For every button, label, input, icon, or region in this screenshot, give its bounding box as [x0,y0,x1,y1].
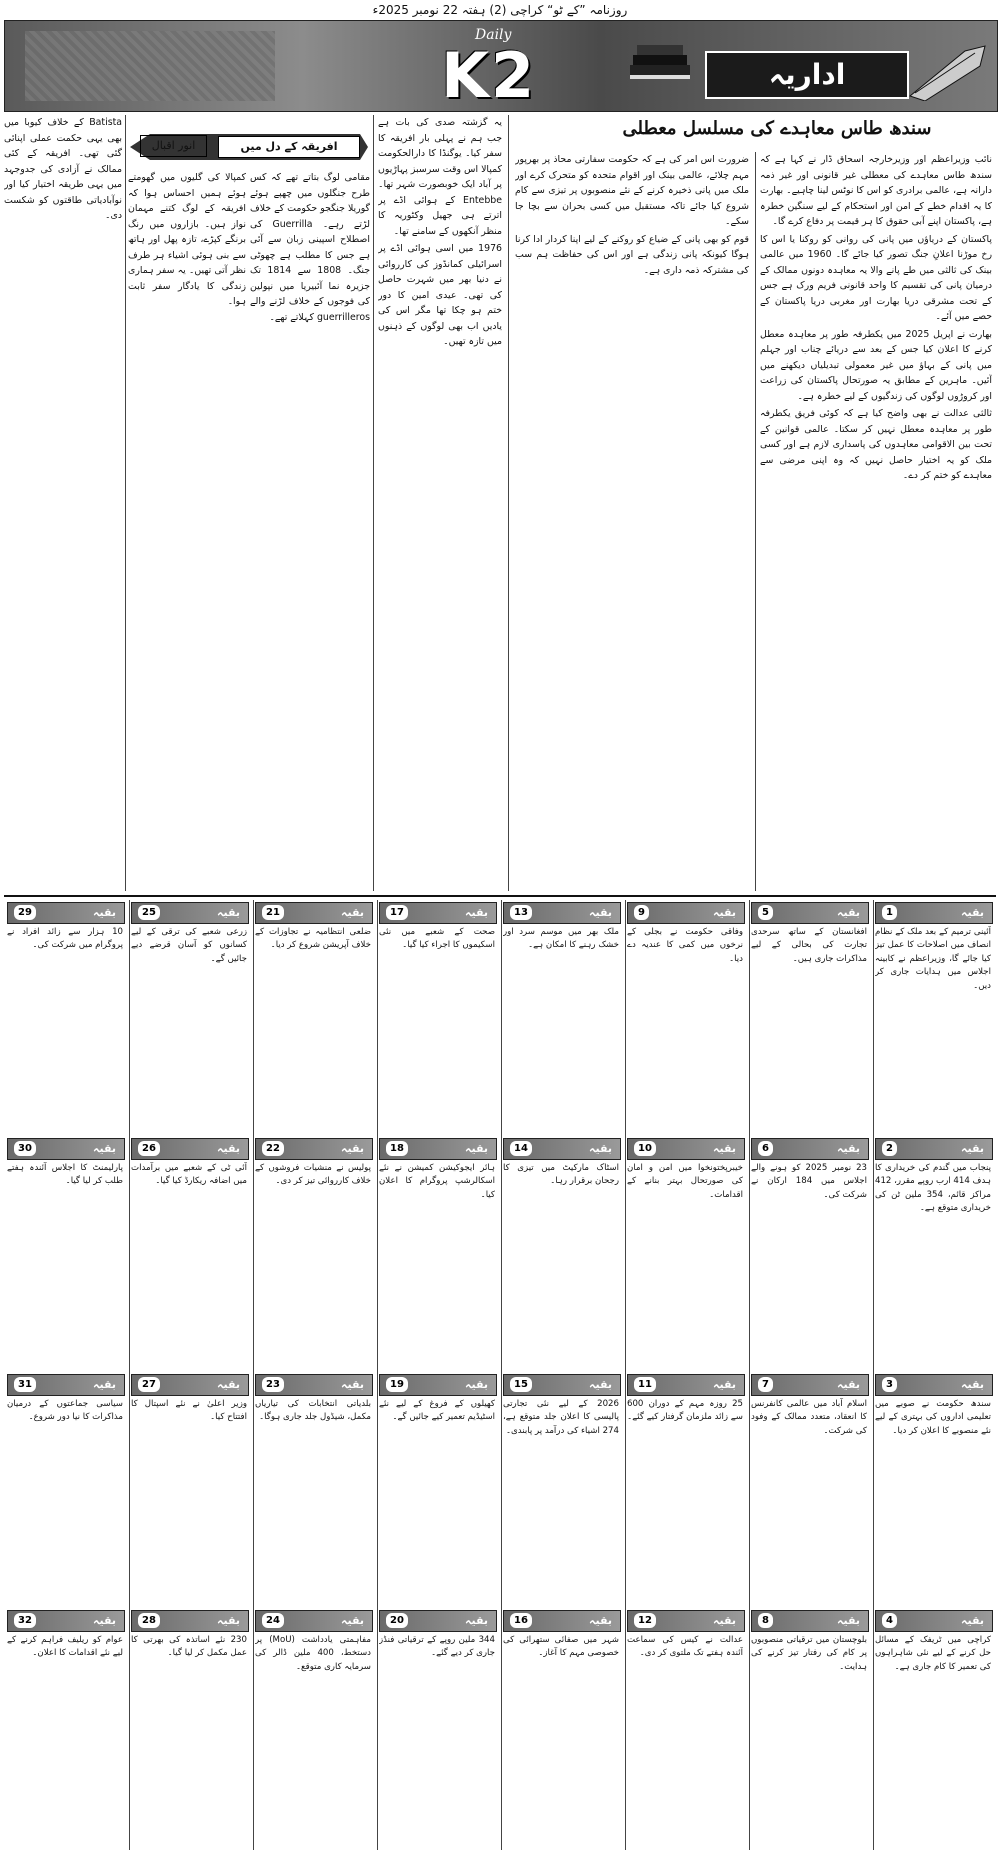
column-divider [125,115,126,891]
continuation-number: 27 [138,1377,160,1392]
continuation-number: 9 [634,905,649,920]
article-paragraph: 1976 میں اسی ہوائی اڈے پر اسرائیلی کمانڈوز کی کارروائی نے دنیا بھر میں شہرت حاصل کی تھی۔ عیدی امین کا دور ختم ہو چکا تھا مگر اس کی یادیں اب بھی لوگوں کے ذہنوں میں تازہ تھیں۔ [378,243,502,347]
continuation-text: پولیس نے منشیات فروشوں کے خلاف کارروائی تیز کر دی۔ [255,1163,371,1187]
logo-k2-text: K2 [441,39,537,112]
continuation-label: بقیہ [465,1378,488,1391]
continuation-number: 15 [510,1377,532,1392]
continuation-text: ضلعی انتظامیہ نے تجاوزات کے خلاف آپریشن شروع کر دیا۔ [255,927,371,951]
article-column-4 [4,115,122,891]
continuation-header [875,1374,993,1396]
column-divider [373,115,374,891]
continuation-number: 11 [634,1377,656,1392]
continuation-text: سندھ حکومت نے صوبے میں تعلیمی اداروں کی بہتری کے لیے نئے منصوبے کا اعلان کر دیا۔ [875,1399,991,1436]
section-title: اداریہ [705,51,909,99]
editorial-paragraph: بھارت نے اپریل 2025 میں یکطرفہ طور پر معاہدہ معطل کرنے کا اعلان کیا جس کے بعد سے دریائے چناب اور جہلم میں پانی کے بہاؤ میں غیر معمولی تبدیلیاں دیکھنے میں آئیں۔ ماہرین کے مطابق یہ صورتحال پاکستان کی زراعت اور کروڑوں لوگوں کی زندگیوں کے لیے خطرہ ہے۔ [760,328,992,402]
continuation-text: صحت کے شعبے میں نئی اسکیموں کا اجراء کیا گیا۔ [379,927,495,951]
column-divider [377,900,378,1850]
continuation-text: ملک بھر میں موسم سرد اور خشک رہنے کا امکان ہے۔ [503,927,619,951]
continuation-number: 10 [634,1141,656,1156]
column-author: انور اقبال [140,135,207,157]
continuation-header [503,1138,621,1160]
continuation-label: بقیہ [837,1378,860,1391]
section-divider [4,895,996,897]
continuation-label: بقیہ [589,1614,612,1627]
continuation-header [131,902,249,924]
continuation-label: بقیہ [589,906,612,919]
editorial-paragraph: ثالثی عدالت نے بھی واضح کیا ہے کہ کوئی فریق یکطرفہ طور پر معاہدہ معطل نہیں کر سکتا۔ عالمی قوانین کے تحت بین الاقوامی معاہدوں کی پاسداری لازم ہے اور کسی ملک کو یہ اختیار حاصل نہیں کہ وہ اپنی مرضی سے معاہدے کو ختم کر دے۔ [760,408,992,481]
logo[interactable] [435,27,585,112]
continuation-label: بقیہ [713,1378,736,1391]
masthead-banner [4,20,998,112]
continuation-number: 17 [386,905,408,920]
continuation-header [255,1138,373,1160]
article-paragraph: کمپالا کی گلیوں میں گھومتے ہوئے ہمیں احساس ہوا کہ افریقہ کے لوگ کتنے مہمان نواز ہیں۔ بازاروں میں رنگ برنگے کپڑے، تازہ پھل اور ہاتھ سے بنی ہوئی اشیاء ہر طرف نظر آتی تھیں۔ یہ سفر ہماری زندگی کا یادگار سفر ثابت ہوا۔ [128,172,246,307]
continuation-header [875,1610,993,1632]
continuation-header [627,1138,745,1160]
continuation-label: بقیہ [837,1614,860,1627]
ink-texture [25,31,275,101]
continuation-number: 1 [882,905,897,920]
continuation-label: بقیہ [217,906,240,919]
continuation-label: بقیہ [93,1142,116,1155]
continuation-label: بقیہ [465,1614,488,1627]
continuation-number: 20 [386,1613,408,1628]
continuation-number: 8 [758,1613,773,1628]
continuation-header [379,1610,497,1632]
continuation-number: 2 [882,1141,897,1156]
continuation-number: 23 [262,1377,284,1392]
continuation-text: خیبرپختونخوا میں امن و امان کی صورتحال بہتر بنانے کے اقدامات۔ [627,1163,743,1200]
editorial-paragraph: قوم کو بھی پانی کے ضیاع کو روکنے کے لیے اپنا کردار ادا کرنا ہوگا کیونکہ پانی زندگی ہے اور اس کی حفاظت ہم سب کی مشترکہ ذمہ داری ہے۔ [515,233,749,276]
article-column-2 [250,170,370,891]
continuation-text: کھیلوں کے فروغ کے لیے نئے اسٹیڈیم تعمیر کیے جائیں گے۔ [379,1399,495,1423]
continuation-header [503,1610,621,1632]
continuation-label: بقیہ [341,1614,364,1627]
continuation-text: زرعی شعبے کی ترقی کے لیے کسانوں کو آسان قرضے دیے جائیں گے۔ [131,927,247,964]
continuation-header [875,902,993,924]
continuation-text: 2026 کے لیے نئی تجارتی پالیسی کا اعلان جلد متوقع ہے، 274 اشیاء کی درآمد پر پابندی۔ [503,1399,619,1436]
continuation-header [255,1610,373,1632]
editorial-paragraph: پاکستان کے دریاؤں میں پانی کی روانی کو روکنا یا اس کا رخ موڑنا اعلانِ جنگ تصور کیا جائے گا۔ 1960 میں عالمی بینک کی ثالثی میں طے پانے والا یہ معاہدہ دونوں ممالک کے درمیان پانی کی تقسیم کا واحد قانونی فریم ورک ہے جس کے تحت مشرقی دریا بھارت اور مغربی دریا پاکستان کے حصے میں آئے۔ [760,233,992,322]
continuation-text: 10 ہزار سے زائد افراد نے پروگرام میں شرکت کی۔ [7,927,123,951]
continuation-text: پنجاب میں گندم کی خریداری کا ہدف 414 ارب روپے مقرر، 412 مراکز قائم، 354 ملین ٹن کی خریداری متوقع ہے۔ [875,1163,991,1214]
continuation-number: 24 [262,1613,284,1628]
continuation-label: بقیہ [93,906,116,919]
column-title: افریقہ کے دل میں [218,136,360,158]
continuation-number: 7 [758,1377,773,1392]
column-divider [625,900,626,1850]
continuation-number: 16 [510,1613,532,1628]
column-divider [253,900,254,1850]
continuation-header [503,902,621,924]
continuation-number: 19 [386,1377,408,1392]
continuation-number: 26 [138,1141,160,1156]
continuation-label: بقیہ [589,1378,612,1391]
continuation-text: شہر میں صفائی ستھرائی کی خصوصی مہم کا آغاز۔ [503,1635,619,1659]
continuation-label: بقیہ [961,1378,984,1391]
continuation-number: 30 [14,1141,36,1156]
continuation-header [875,1138,993,1160]
continuation-text: اسٹاک مارکیٹ میں تیزی کا رجحان برقرار رہا۔ [503,1163,619,1187]
continuation-text: 25 روزہ مہم کے دوران 600 سے زائد ملزمان گرفتار کیے گئے۔ [627,1399,743,1423]
continuation-number: 14 [510,1141,532,1156]
article-column-1 [378,115,502,891]
continuation-number: 13 [510,905,532,920]
column-divider [749,900,750,1850]
column-divider [873,900,874,1850]
continuation-text: 344 ملین روپے کے ترقیاتی فنڈز جاری کر دیے گئے۔ [379,1635,495,1659]
continuation-text: پارلیمنٹ کا اجلاس آئندہ ہفتے طلب کر لیا گیا۔ [7,1163,123,1187]
continuation-text: اسلام آباد میں عالمی کانفرنس کا انعقاد، متعدد ممالک کے وفود کی شرکت۔ [751,1399,867,1436]
column-divider [508,115,509,891]
pen-icon [905,41,995,101]
article-column-3 [128,170,246,891]
continuation-number: 12 [634,1613,656,1628]
continuation-label: بقیہ [713,1142,736,1155]
continuation-text: بلدیاتی انتخابات کی تیاریاں مکمل، شیڈول جلد جاری ہوگا۔ [255,1399,371,1423]
editorial-column-2 [515,152,749,891]
continuation-header [627,1374,745,1396]
continuation-number: 3 [882,1377,897,1392]
continuation-text: آئینی ترمیم کے بعد ملک کے نظام انصاف میں اصلاحات کا عمل تیز کیا جائے گا، وزیراعظم نے کابینہ اجلاس میں ہدایات جاری کر دیں۔ [875,927,991,991]
continuation-number: 22 [262,1141,284,1156]
article-paragraph: مقامی لوگ بتاتے تھے کہ کس طرح جنگلوں میں چھپے ہوئے گوریلا جنگجو حکومت کے خلاف لڑتے رہے۔ Guerrilla کی اصطلاح اسپینی زبان سے آئی ہے جس کا مطلب ہے چھوٹی جنگ۔ 1808 سے 1814 تک جزیرہ نما آئبیریا میں نپولین کی فوجوں کے خلاف لڑنے والے guerrilleros کہلاتے تھے۔ [250,172,370,323]
continuation-text: بلوچستان میں ترقیاتی منصوبوں پر کام کی رفتار تیز کرنے کی ہدایت۔ [751,1635,867,1672]
continuation-number: 21 [262,905,284,920]
continuation-header [751,1610,869,1632]
continuation-header [131,1610,249,1632]
continuation-text: سیاسی جماعتوں کے درمیان مذاکرات کا نیا دور شروع۔ [7,1399,123,1423]
continuation-header [131,1138,249,1160]
continuation-header [255,902,373,924]
continuation-text: افغانستان کے ساتھ سرحدی تجارت کی بحالی کے لیے مذاکرات جاری ہیں۔ [751,927,867,964]
continuation-header [379,1374,497,1396]
continuation-label: بقیہ [961,906,984,919]
continuation-number: 5 [758,905,773,920]
continuation-text: عوام کو ریلیف فراہم کرنے کے لیے نئے اقدامات کا اعلان۔ [7,1635,123,1659]
article-paragraph: یہ گزشتہ صدی کی بات ہے جب ہم نے پہلی بار افریقہ کا سفر کیا۔ یوگنڈا کا دارالحکومت کمپالا اس وقت سرسبز پہاڑیوں پر آباد ایک خوبصورت شہر تھا۔ Entebbe کے ہوائی اڈے پر اترتے ہی جھیل وکٹوریہ کا منظر آنکھوں کے سامنے تھا۔ [378,117,502,237]
continuation-number: 4 [882,1613,897,1628]
dateline: روزنامہ ”کے ٹو“ کراچی (2) ہفتہ 22 نومبر 2025ء [372,3,628,17]
continuation-text: وفاقی حکومت نے بجلی کے نرخوں میں کمی کا عندیہ دے دیا۔ [627,927,743,964]
continuation-header [255,1374,373,1396]
editorial-paragraph: نائب وزیراعظم اور وزیرخارجہ اسحاق ڈار نے کہا ہے کہ سندھ طاس معاہدے کی معطلی غیر قانونی اور غیر ذمہ دارانہ ہے، عالمی برادری کو اس کا نوٹس لینا چاہیے۔ بھارت کا یہ اقدام خطے کے امن اور استحکام کے لیے سنگین خطرہ ہے، پاکستان اپنے آبی حقوق کا ہر قیمت پر دفاع کرے گا۔ [760,154,992,227]
continuation-label: بقیہ [713,1614,736,1627]
continuation-label: بقیہ [837,1142,860,1155]
continuation-label: بقیہ [961,1142,984,1155]
continuation-label: بقیہ [341,906,364,919]
continuation-text: 230 نئے اساتذہ کی بھرتی کا عمل مکمل کر لیا گیا۔ [131,1635,247,1659]
continuation-header [627,1610,745,1632]
continuation-label: بقیہ [465,906,488,919]
editorial-column-1 [760,152,992,891]
continuation-header [503,1374,621,1396]
logo-daily-text: Daily [475,27,512,43]
continuation-header [7,1138,125,1160]
continuation-text: وزیر اعلیٰ نے نئے اسپتال کا افتتاح کیا۔ [131,1399,247,1423]
editorial-headline: سندھ طاس معاہدے کی مسلسل معطلی [622,118,932,139]
continuation-header [751,1374,869,1396]
continuation-label: بقیہ [93,1614,116,1627]
continuation-label: بقیہ [341,1142,364,1155]
column-divider [501,900,502,1850]
continuation-number: 18 [386,1141,408,1156]
continuation-label: بقیہ [961,1614,984,1627]
continuation-header [7,1610,125,1632]
continuation-label: بقیہ [341,1378,364,1391]
continuation-label: بقیہ [217,1142,240,1155]
continuation-text: آئی ٹی کے شعبے میں برآمدات میں اضافہ ریکارڈ کیا گیا۔ [131,1163,247,1187]
continuation-header [751,1138,869,1160]
continuation-label: بقیہ [465,1142,488,1155]
continuation-number: 6 [758,1141,773,1156]
continuation-number: 32 [14,1613,36,1628]
article-paragraph: Batista کے خلاف کیوبا میں بھی یہی حکمت عملی اپنائی گئی تھی۔ افریقہ کے کئی ممالک نے آزادی کی جدوجہد میں یہی طریقہ اختیار کیا اور نوآبادیاتی طاقتوں کو شکست دی۔ [4,117,122,221]
continuation-label: بقیہ [217,1614,240,1627]
continuation-text: 23 نومبر 2025 کو ہونے والے اجلاس میں 184 ارکان نے شرکت کی۔ [751,1163,867,1200]
continuation-header [7,1374,125,1396]
continuation-number: 29 [14,905,36,920]
continuation-label: بقیہ [837,906,860,919]
continuation-label: بقیہ [217,1378,240,1391]
continuation-number: 25 [138,905,160,920]
continuation-number: 28 [138,1613,160,1628]
continuation-text: کراچی میں ٹریفک کے مسائل حل کرنے کے لیے نئی شاہراہوں کی تعمیر کا کام جاری ہے۔ [875,1635,991,1672]
continuation-header [7,902,125,924]
continuation-header [627,902,745,924]
editorial-paragraph: ضرورت اس امر کی ہے کہ حکومت سفارتی محاذ پر بھرپور مہم چلائے، عالمی بینک اور اقوام متحدہ کو متحرک کرے اور ملک میں پانی ذخیرہ کرنے کے نئے منصوبوں پر تیزی سے کام شروع کیا جائے تاکہ مستقبل میں کسی بحران سے بچا جا سکے۔ [515,154,749,227]
continuation-header [379,902,497,924]
continuation-header [131,1374,249,1396]
continuation-header [751,902,869,924]
continuation-text: عدالت نے کیس کی سماعت آئندہ ہفتے تک ملتوی کر دی۔ [627,1635,743,1659]
column-divider [755,152,756,891]
continuation-text: ہائر ایجوکیشن کمیشن نے نئے اسکالرشپ پروگرام کا اعلان کیا۔ [379,1163,495,1200]
continuation-label: بقیہ [589,1142,612,1155]
column-divider [129,900,130,1850]
continuation-header [379,1138,497,1160]
continuation-text: مفاہمتی یادداشت (MoU) پر دستخط، 400 ملین ڈالر کی سرمایہ کاری متوقع۔ [255,1635,371,1672]
continuation-label: بقیہ [93,1378,116,1391]
continuation-number: 31 [14,1377,36,1392]
books-icon [625,35,695,95]
continuation-label: بقیہ [713,906,736,919]
